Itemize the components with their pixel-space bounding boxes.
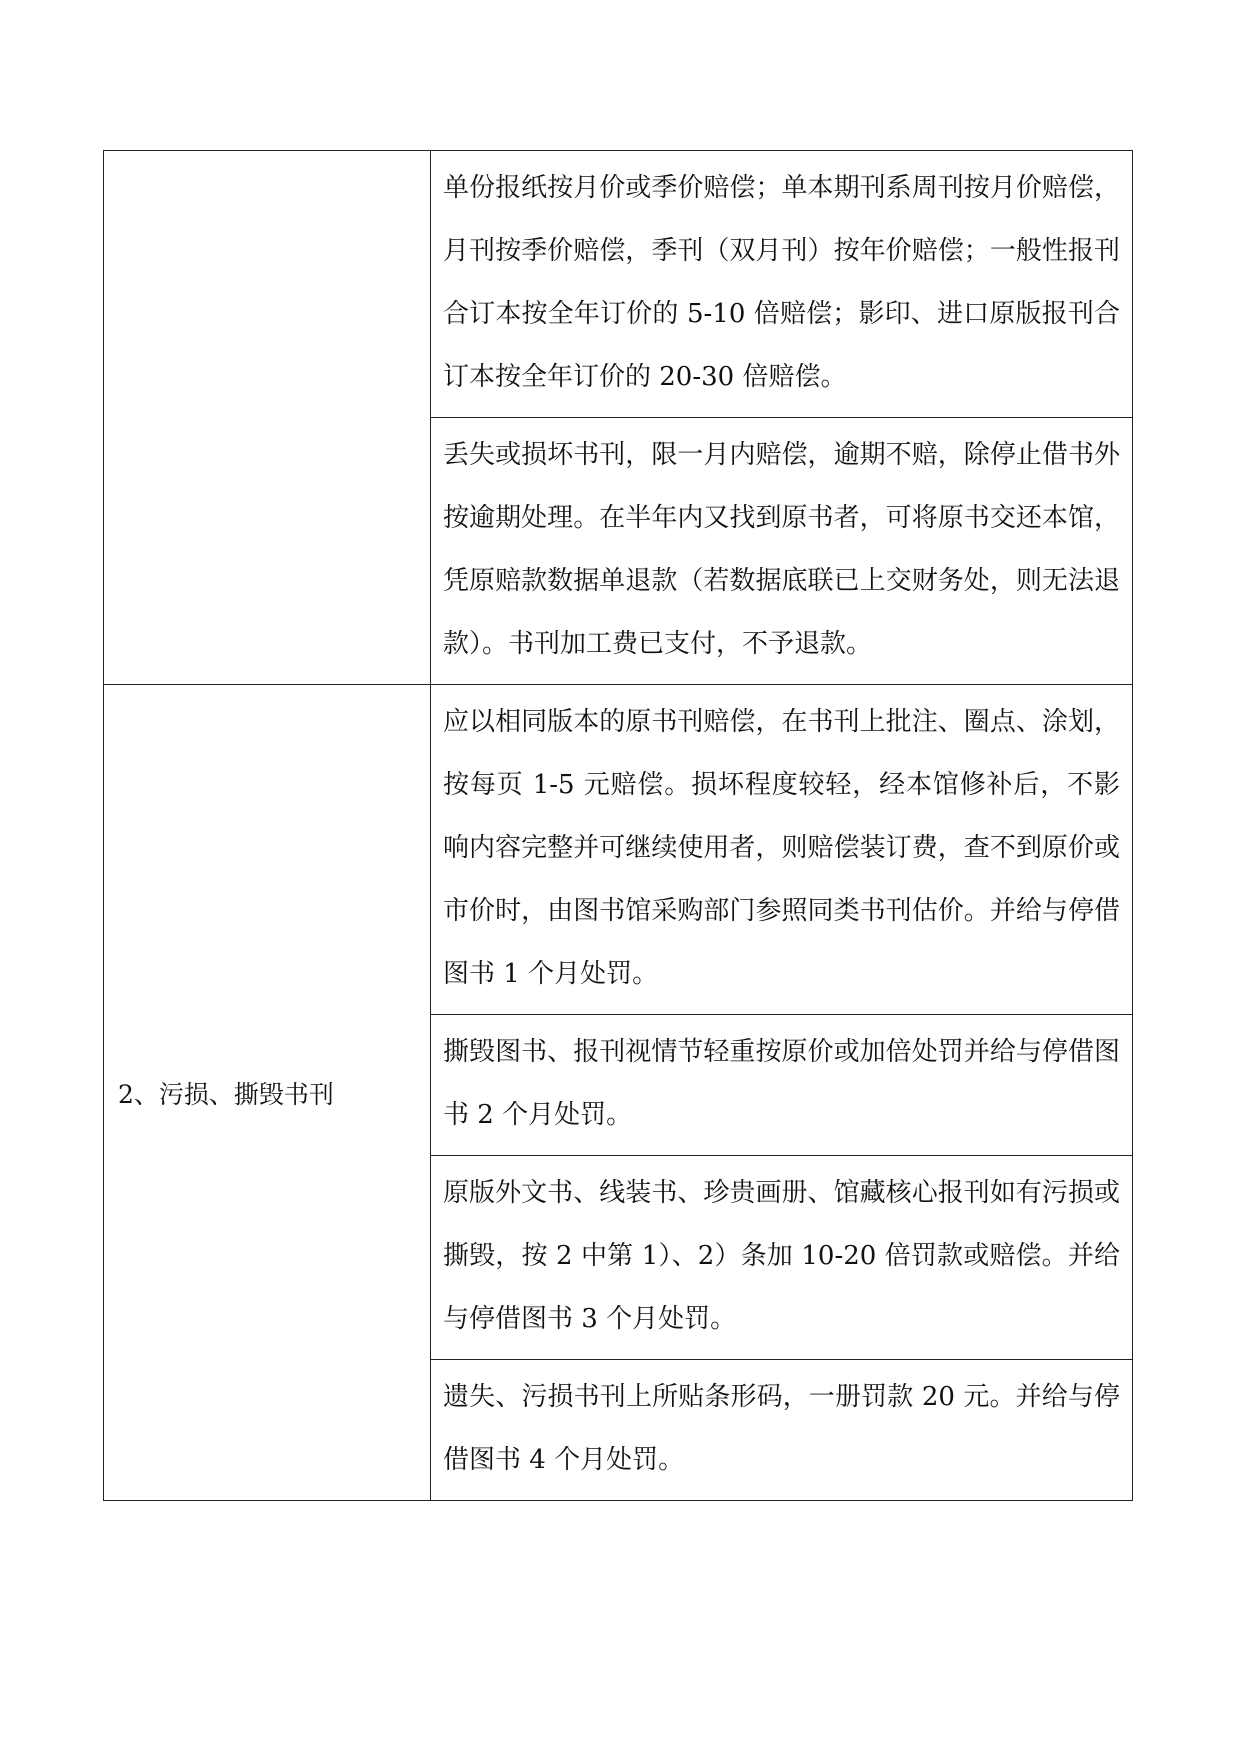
rule-text-cell: 撕毁图书、报刊视情节轻重按原价或加倍处罚并给与停借图书 2 个月处罚。 — [431, 1015, 1133, 1156]
rule-text-cell: 原版外文书、线装书、珍贵画册、馆藏核心报刊如有污损或撕毁，按 2 中第 1）、2）条加 10-20 倍罚款或赔偿。并给与停借图书 3 个月处罚。 — [431, 1156, 1133, 1360]
compensation-rules-table — [103, 150, 1133, 1501]
table-row — [104, 151, 1133, 418]
category-cell-blank — [104, 151, 431, 685]
table-row — [104, 685, 1133, 1015]
category-cell-damage: 2、污损、撕毁书刊 — [104, 685, 431, 1501]
rule-text-cell: 遗失、污损书刊上所贴条形码，一册罚款 20 元。并给与停借图书 4 个月处罚。 — [431, 1360, 1133, 1501]
rule-text-cell: 单份报纸按月价或季价赔偿；单本期刊系周刊按月价赔偿，月刊按季价赔偿，季刊（双月刊）按年价赔偿；一般性报刊合订本按全年订价的 5-10 倍赔偿；影印、进口原版报刊合订本按全年订价的 20-30 倍赔偿。 — [431, 151, 1133, 418]
rule-text-cell: 应以相同版本的原书刊赔偿，在书刊上批注、圈点、涂划，按每页 1-5 元赔偿。损坏程度较轻，经本馆修补后，不影响内容完整并可继续使用者，则赔偿装订费，查不到原价或市价时，由图书馆采购部门参照同类书刊估价。并给与停借图书 1 个月处罚。 — [431, 685, 1133, 1015]
rule-text-cell: 丢失或损坏书刊，限一月内赔偿，逾期不赔，除停止借书外按逾期处理。在半年内又找到原书者，可将原书交还本馆，凭原赔款数据单退款（若数据底联已上交财务处，则无法退款）。书刊加工费已支付，不予退款。 — [431, 418, 1133, 685]
